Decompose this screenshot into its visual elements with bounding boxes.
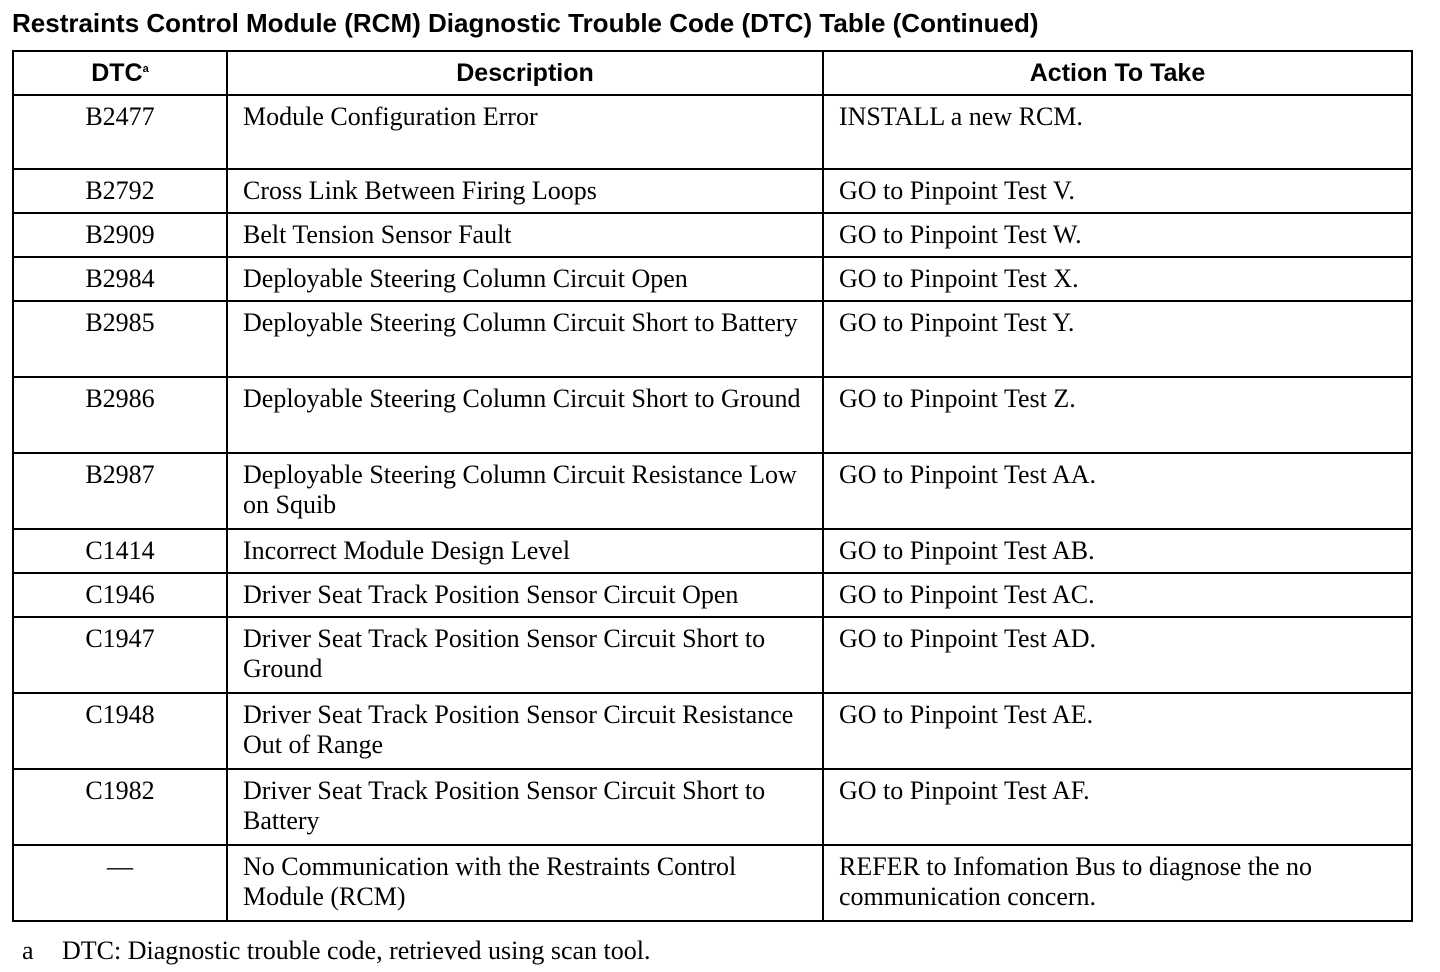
action-cell: REFER to Infomation Bus to diagnose the no communication concern. [823, 845, 1412, 921]
dtc-code-cell: B2909 [13, 213, 227, 257]
table-row [13, 845, 1412, 921]
dtc-code-cell: B2987 [13, 453, 227, 529]
table-row [13, 529, 1412, 573]
description-cell: Deployable Steering Column Circuit Short to Ground [227, 377, 823, 453]
action-cell: GO to Pinpoint Test AA. [823, 453, 1412, 529]
footnote [22, 934, 650, 968]
action-cell: GO to Pinpoint Test W. [823, 213, 1412, 257]
description-cell: Incorrect Module Design Level [227, 529, 823, 573]
dtc-code-cell: — [13, 845, 227, 921]
description-cell: Deployable Steering Column Circuit Short to Battery [227, 301, 823, 377]
description-cell: Driver Seat Track Position Sensor Circuit Resistance Out of Range [227, 693, 823, 769]
dtc-code-cell: C1414 [13, 529, 227, 573]
description-cell: Driver Seat Track Position Sensor Circuit Open [227, 573, 823, 617]
action-cell: GO to Pinpoint Test AE. [823, 693, 1412, 769]
dtc-code-cell: B2792 [13, 169, 227, 213]
header-dtc-label: DTC [91, 58, 143, 87]
table-row [13, 617, 1412, 693]
dtc-code-cell: C1982 [13, 769, 227, 845]
header-dtc-footnote-mark: a [142, 62, 149, 75]
dtc-table [12, 50, 1413, 922]
table-row [13, 169, 1412, 213]
footnote-mark: a [22, 936, 34, 965]
footnote-text: DTC: Diagnostic trouble code, retrieved using scan tool. [62, 936, 651, 965]
description-cell: Deployable Steering Column Circuit Open [227, 257, 823, 301]
description-cell: Belt Tension Sensor Fault [227, 213, 823, 257]
description-cell: Cross Link Between Firing Loops [227, 169, 823, 213]
header-description: Description [227, 51, 823, 95]
action-cell: GO to Pinpoint Test Y. [823, 301, 1412, 377]
dtc-code-cell: B2985 [13, 301, 227, 377]
action-cell: GO to Pinpoint Test AF. [823, 769, 1412, 845]
dtc-code-cell: B2984 [13, 257, 227, 301]
description-cell: Deployable Steering Column Circuit Resistance Low on Squib [227, 453, 823, 529]
action-cell: GO to Pinpoint Test X. [823, 257, 1412, 301]
dtc-code-cell: C1947 [13, 617, 227, 693]
header-action: Action To Take [823, 51, 1412, 95]
description-cell: Driver Seat Track Position Sensor Circuit Short to Battery [227, 769, 823, 845]
table-row [13, 377, 1412, 453]
table-row [13, 769, 1412, 845]
description-cell: Driver Seat Track Position Sensor Circuit Short to Ground [227, 617, 823, 693]
table-row [13, 573, 1412, 617]
table-row [13, 453, 1412, 529]
table-row [13, 95, 1412, 169]
header-dtc [13, 51, 227, 95]
action-cell: GO to Pinpoint Test AC. [823, 573, 1412, 617]
action-cell: GO to Pinpoint Test Z. [823, 377, 1412, 453]
action-cell: GO to Pinpoint Test AB. [823, 529, 1412, 573]
description-cell: No Communication with the Restraints Control Module (RCM) [227, 845, 823, 921]
dtc-code-cell: C1948 [13, 693, 227, 769]
table-row [13, 257, 1412, 301]
table-header-row [13, 51, 1412, 95]
action-cell: INSTALL a new RCM. [823, 95, 1412, 169]
table-row [13, 301, 1412, 377]
action-cell: GO to Pinpoint Test AD. [823, 617, 1412, 693]
table-row [13, 693, 1412, 769]
dtc-code-cell: B2986 [13, 377, 227, 453]
description-cell: Module Configuration Error [227, 95, 823, 169]
page-title: Restraints Control Module (RCM) Diagnostic Trouble Code (DTC) Table (Continued) [12, 8, 1039, 38]
action-cell: GO to Pinpoint Test V. [823, 169, 1412, 213]
dtc-code-cell: B2477 [13, 95, 227, 169]
table-row [13, 213, 1412, 257]
dtc-code-cell: C1946 [13, 573, 227, 617]
